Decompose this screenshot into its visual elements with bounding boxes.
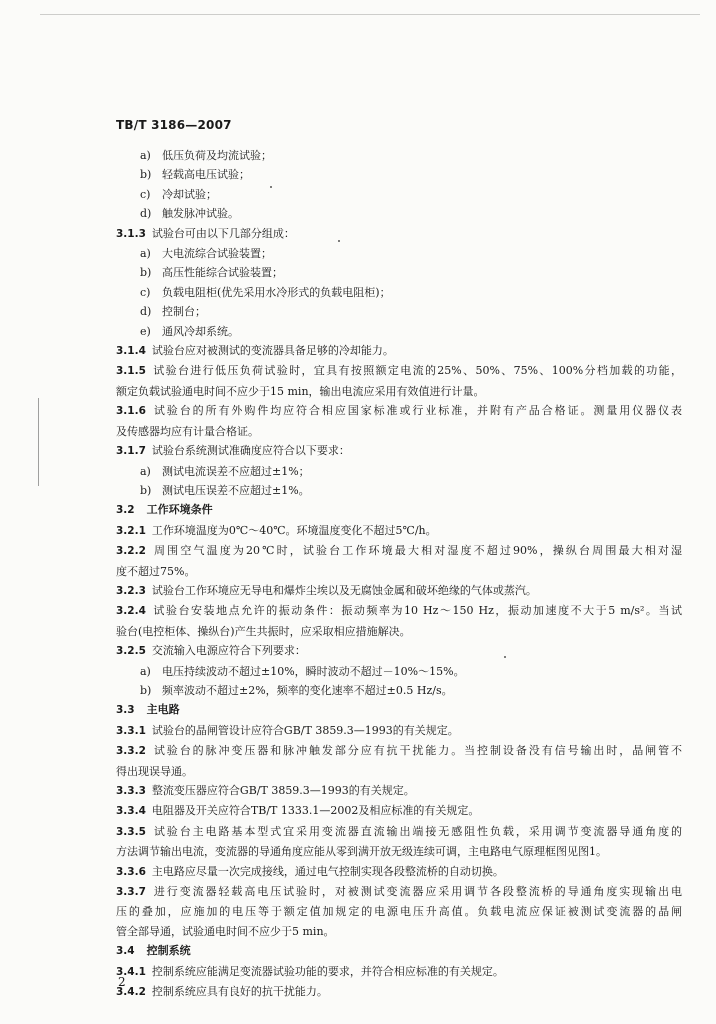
list-item: a) 测试电流误差不应超过±1%；	[140, 464, 310, 478]
list-item: b) 频率波动不超过±2%，频率的变化速率不超过±0.5 Hz/s。	[140, 683, 453, 697]
clause: 3.3.3 整流变压器应符合GB/T 3859.3—1993的有关规定。	[116, 784, 415, 797]
clause: 3.1.5 试验台进行低压负荷试验时，宜具有按照额定电流的25%、50%、75%、100%分档加载的功能，	[116, 364, 682, 378]
list-item: a) 电压持续波动不超过±10%，瞬时波动不超过－10%～15%。	[140, 664, 465, 678]
clause-continuation: 及传感器均应有计量合格证。	[116, 424, 259, 438]
clause-continuation: 压的叠加，应施加的电压等于额定值加规定的电源电压升高值。负载电流应保证被测试变流器的晶闸	[116, 905, 682, 919]
clause: 3.3.7 进行变流器轻载高电压试验时，对被测试变流器应采用调节各段整流桥的导通角度实现输出电	[116, 885, 682, 899]
clause-continuation: 管全部导通，试验通电时间不应少于5 min。	[116, 924, 335, 938]
clause: 3.4.2 控制系统应具有良好的抗干扰能力。	[116, 985, 328, 999]
clause: 3.3.2 试验台的脉冲变压器和脉冲触发部分应有抗干扰能力。当控制设备没有信号输出时，晶闸管不	[116, 744, 682, 758]
page-number: 2	[118, 975, 126, 989]
clause: 3.1.6 试验台的所有外购件均应符合相应国家标准或行业标准，并附有产品合格证。测量用仪器仪表	[116, 404, 682, 418]
clause: 3.3.5 试验台主电路基本型式宜采用变流器直流输出端接无感阻性负载，采用调节变流器导通角度的	[116, 824, 682, 838]
clause: 3.3.4 电阻器及开关应符合TB/T 1333.1—2002及相应标准的有关规定。	[116, 804, 480, 818]
list-item: a) 大电流综合试验装置；	[140, 247, 272, 261]
clause: 3.3.1 试验台的晶闸管设计应符合GB/T 3859.3—1993的有关规定。	[116, 723, 459, 737]
clause: 3.2.4 试验台安装地点允许的振动条件：振动频率为10 Hz～150 Hz，振动加速度不大于5 m/s²。当试	[116, 604, 682, 618]
list-item: a) 低压负荷及均流试验；	[140, 149, 272, 162]
clause: 3.1.7 试验台系统测试准确度应符合以下要求：	[116, 444, 350, 458]
scan-mark-left	[38, 398, 39, 486]
scan-edge-top	[40, 14, 700, 15]
list-item: b) 测试电压误差不应超过±1%。	[140, 483, 310, 497]
section-heading: 3.4 控制系统	[116, 944, 191, 958]
section-heading: 3.2 工作环境条件	[116, 503, 213, 517]
clause: 3.1.3 试验台可由以下几部分组成：	[116, 226, 295, 240]
clause-continuation: 验台(电控柜体、操纵台)产生共振时，应采取相应措施解决。	[116, 624, 411, 638]
clause: 3.3.6 主电路应尽量一次完成接线，通过电气控制实现各段整流桥的自动切换。	[116, 864, 504, 878]
section-heading: 3.3 主电路	[116, 703, 180, 717]
clause: 3.2.5 交流输入电源应符合下列要求：	[116, 644, 306, 658]
list-item: b) 轻载高电压试验；	[140, 168, 250, 182]
document-body	[116, 146, 682, 1002]
list-item: c) 冷却试验；	[140, 187, 217, 201]
clause: 3.4.1 控制系统应能满足变流器试验功能的要求，并符合相应标准的有关规定。	[116, 964, 504, 978]
clause: 3.2.2 周围空气温度为20℃时，试验台工作环境最大相对湿度不超过90%，操纵台周围最大相对湿	[116, 544, 682, 558]
clause-continuation: 得出现误导通。	[116, 764, 193, 778]
clause: 3.2.3 试验台工作环境应无导电和爆炸尘埃以及无腐蚀金属和破坏绝缘的气体或蒸汽。	[116, 583, 537, 597]
list-item: e) 通风冷却系统。	[140, 324, 239, 338]
clause: 3.1.4 试验台应对被测试的变流器具备足够的冷却能力。	[116, 344, 394, 358]
clause-continuation: 额定负载试验通电时间不应少于15 min，输出电流应采用有效值进行计量。	[116, 384, 485, 398]
clause-continuation: 度不超过75%。	[116, 564, 196, 578]
clause-continuation: 方法调节输出电流，变流器的导通角度应能从零到满开放无级连续可调，主电路电气原理框图见图1。	[116, 845, 607, 859]
list-item: b) 高压性能综合试验装置；	[140, 266, 283, 280]
clause: 3.2.1 工作环境温度为0℃～40℃。环境温度变化不超过5℃/h。	[116, 523, 437, 537]
list-item: d) 控制台；	[140, 305, 206, 319]
list-item: c) 负载电阻柜(优先采用水冷形式的负载电阻柜)；	[140, 285, 391, 299]
document-header: TB/T 3186—2007	[116, 118, 232, 132]
list-item: d) 触发脉冲试验。	[140, 207, 239, 221]
